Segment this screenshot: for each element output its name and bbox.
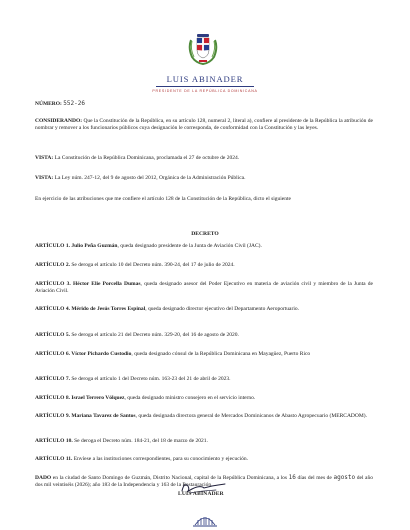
considerando-label: CONSIDERANDO: — [35, 118, 83, 124]
article-text: Se deroga el Decreto núm. 184-21, del 18 de marzo de 2021. — [72, 438, 208, 444]
article-text: , queda designada directora general de Mercados Dominicanos de Abasto Agropecuario (MERCADOM). — [135, 413, 367, 419]
coat-of-arms-icon — [188, 30, 218, 66]
article-9 — [35, 413, 373, 420]
article-appointee: Héctor Elie Porcella Dumas — [70, 281, 141, 287]
article-text: , queda designado presidente de la Junta de Aviación Civil (JAC). — [117, 243, 262, 249]
header-divider — [156, 86, 254, 87]
article-text: , queda designado director ejecutivo del Departamento Aeroportuario. — [145, 306, 299, 312]
dado-month: agosto — [333, 474, 356, 481]
article-label: ARTÍCULO 10. — [35, 438, 73, 444]
article-text: , queda designado ministro consejero en el servicio interno. — [124, 395, 256, 401]
article-10 — [35, 438, 373, 445]
article-appointee: Julio Peña Guzmán — [69, 243, 118, 249]
decree-number-value: 552-26 — [63, 100, 85, 107]
article-text: Se deroga el artículo 10 del Decreto núm. 390-24, del 17 de julio de 2024. — [69, 262, 235, 268]
article-text: , queda designado asesor del Poder Ejecutivo en materia de aviación civil y miembro de la Junta de Aviación Civil. — [35, 281, 373, 295]
dado-text: días del mes de — [295, 475, 334, 481]
article-text: , queda designado cónsul de la República Dominicana en Mayagüez, Puerto Rico — [131, 351, 311, 357]
vista-label: VISTA: — [35, 175, 54, 181]
article-label: ARTÍCULO 9. — [35, 413, 70, 419]
article-label: ARTÍCULO 6. — [35, 351, 70, 357]
decree-number — [35, 100, 373, 108]
article-appointee: Mérido de Jesús Torres Espinal — [69, 306, 146, 312]
ejercicio-paragraph: En ejercicio de las atribuciones que me confiere el artículo 128 de la Constitución de la República, dicto el siguiente — [35, 196, 291, 202]
article-label: ARTÍCULO 1. — [35, 243, 70, 249]
dado-text: del año dos mil veintiséis (2026); año 183 de la Independencia y 163 de la Restauración. — [35, 475, 373, 489]
article-text: Se deroga el artículo 21 del Decreto núm. 329-20, del 16 de agosto de 2020. — [69, 332, 239, 338]
footer-emblem-icon — [191, 513, 219, 527]
vista-label: VISTA: — [35, 155, 54, 161]
article-5 — [35, 332, 373, 339]
signature-name: LUIS ABINADER — [178, 491, 224, 497]
article-label: ARTÍCULO 5. — [35, 332, 70, 338]
article-6 — [35, 351, 373, 358]
article-2 — [35, 262, 373, 269]
article-appointee: Víctor Pichardo Custodio — [69, 351, 132, 357]
article-3 — [35, 281, 373, 296]
article-8 — [35, 395, 373, 402]
vista-constitution-paragraph — [35, 155, 373, 162]
dado-day: 16 — [288, 474, 296, 481]
article-label: ARTÍCULO 4. — [35, 306, 70, 312]
vista-text: La Constitución de la República Dominicana, proclamada el 27 de octubre de 2024. — [53, 155, 240, 161]
article-appointee: Mariana Tavarez de Santos — [69, 413, 136, 419]
article-label: ARTÍCULO 7. — [35, 376, 70, 382]
considerando-text: Que la Constitución de la República, en su artículo 128, numeral 2, literal a), confiere al presidente de la República la atribución de nombrar y remover a los funcionarios públicos cuya designación le corresponda, de conformidad con la Constitución y las leyes. — [35, 118, 373, 132]
considerando-paragraph — [35, 118, 373, 133]
article-11 — [35, 456, 373, 463]
article-text: Envíese a las instituciones correspondientes, para su conocimiento y ejecución. — [72, 456, 249, 462]
decree-number-label: NÚMERO: — [35, 101, 62, 107]
vista-text: La Ley núm. 247-12, del 9 de agosto del 2012, Orgánica de la Administración Pública. — [53, 175, 246, 181]
dado-text: en la ciudad de Santo Domingo de Guzmán, Distrito Nacional, capital de la República Dominicana, a los — [51, 475, 288, 481]
article-label: ARTÍCULO 11. — [35, 456, 73, 462]
article-label: ARTÍCULO 2. — [35, 262, 70, 268]
article-7 — [35, 376, 373, 383]
decreto-heading: DECRETO — [191, 231, 219, 237]
article-text: Se deroga el artículo 1 del Decreto núm. 163-23 del 21 de abril de 2023. — [69, 376, 231, 382]
article-label: ARTÍCULO 3. — [35, 281, 71, 287]
vista-law-paragraph — [35, 175, 373, 182]
dado-label: DADO — [35, 475, 52, 481]
president-title-header: PRESIDENTE DE LA REPÚBLICA DOMINICANA — [152, 89, 258, 93]
article-1 — [35, 243, 373, 250]
president-name-header: LUIS ABINADER — [166, 74, 244, 84]
article-label: ARTÍCULO 8. — [35, 395, 70, 401]
article-4 — [35, 306, 373, 313]
article-appointee: Israel Terrero Vólquez — [69, 395, 125, 401]
